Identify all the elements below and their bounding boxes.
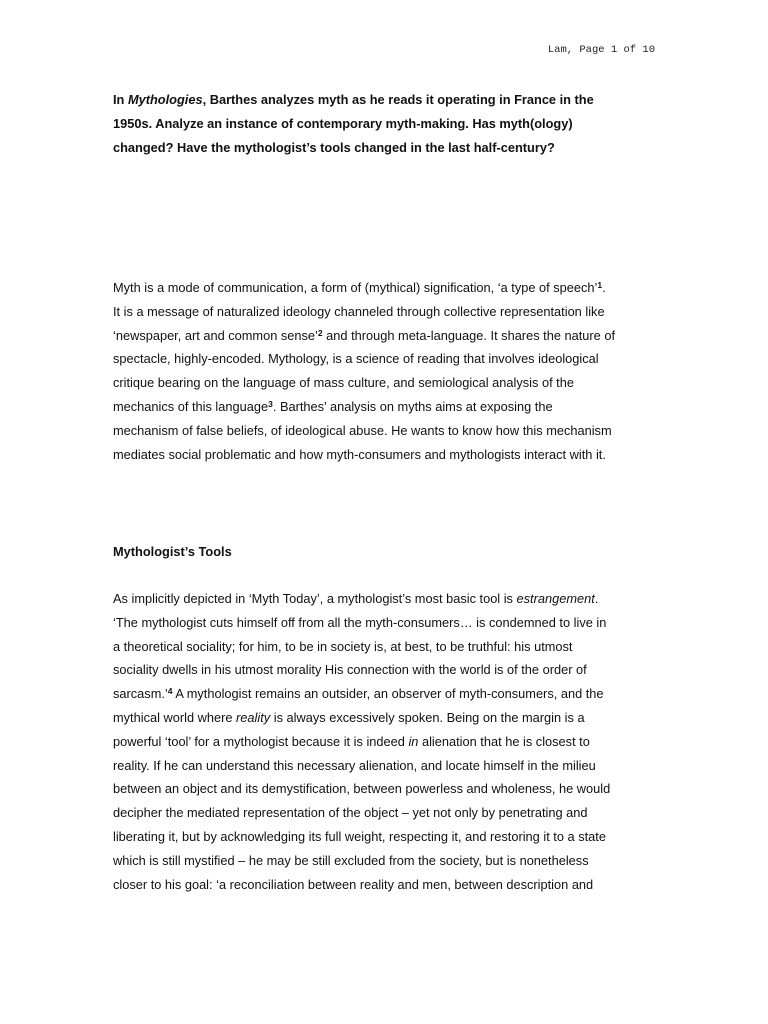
text-run: ‘newspaper, art and common sense’ <box>113 327 318 343</box>
text-run: and through meta-language. It shares the nature of <box>322 327 616 343</box>
paragraph-line: closer to his goal: ‘a reconciliation between reality and men, between description and <box>113 876 594 892</box>
text-run: A mythologist remains an outsider, an observer of myth-consumers, and the <box>172 686 604 702</box>
paragraph-line: a theoretical sociality; for him, to be in society is, at best, to be truthful: his utmost <box>113 638 573 654</box>
title-text: , Barthes analyzes myth as he reads it operating in France in the <box>202 92 594 107</box>
footnote-marker[interactable]: 2 <box>317 327 323 338</box>
text-run: is always excessively spoken. Being on the margin is a <box>270 709 585 725</box>
title-line-2: 1950s. Analyze an instance of contemporary myth-making. Has myth(ology) <box>113 115 573 131</box>
paragraph-line <box>113 276 658 300</box>
paragraph-line: between an object and its demystification, between powerless and wholeness, he would <box>113 781 611 797</box>
book-title: Mythologies <box>127 92 203 107</box>
paragraph-line: ‘The mythologist cuts himself off from all the myth-consumers… is condemned to live in <box>113 614 607 630</box>
paragraph-line <box>113 730 658 754</box>
tools-paragraph <box>113 587 658 896</box>
text-run: Myth is a mode of communication, a form of (mythical) signification, ‘a type of speech’ <box>113 280 598 295</box>
title-text: In <box>113 92 128 107</box>
emphasis: estrangement <box>516 591 595 606</box>
paragraph-line <box>113 587 658 611</box>
paragraph-line <box>113 324 658 348</box>
paragraph-line: reality. If he can understand this necessary alienation, and locate himself in the milieu <box>113 757 596 773</box>
paragraph-line: mechanism of false beliefs, of ideological abuse. He wants to know how this mechanism <box>113 422 612 438</box>
emphasis: reality <box>236 709 271 725</box>
paragraph-line: critique bearing on the language of mass culture, and semiological analysis of the <box>113 375 574 391</box>
text-run: mechanics of this language <box>113 398 269 414</box>
footnote-marker[interactable]: 3 <box>268 398 273 409</box>
paragraph-line: spectacle, highly-encoded. Mythology, is a science of reading that involves ideological <box>113 351 599 367</box>
paragraph-line <box>113 395 658 419</box>
text-run: powerful ‘tool’ for a mythologist because it is indeed <box>113 733 409 749</box>
essay-prompt-title <box>113 88 658 159</box>
footnote-marker[interactable]: 4 <box>167 686 173 697</box>
text-run: As implicitly depicted in ‘Myth Today’, a mythologist’s most basic tool is <box>113 591 517 606</box>
paragraph-line <box>113 682 658 706</box>
text-run: mythical world where <box>113 709 237 725</box>
section-heading: Mythologist’s Tools <box>113 544 232 559</box>
text-run: . <box>602 280 606 295</box>
intro-paragraph <box>113 276 658 466</box>
paragraph-line: mediates social problematic and how myth-consumers and mythologists interact with it. <box>113 446 606 462</box>
running-header: Lam, Page 1 of 10 <box>547 44 655 56</box>
footnote-marker[interactable]: 1 <box>597 280 603 290</box>
text-run: . <box>594 591 599 606</box>
paragraph-line: which is still mystified – he may be still excluded from the society, but is nonetheless <box>113 852 589 868</box>
text-run: . Barthes’ analysis on myths aims at exposing the <box>272 398 553 414</box>
emphasis: in <box>408 733 419 749</box>
title-line-3: changed? Have the mythologist’s tools changed in the last half-century? <box>113 139 555 155</box>
paragraph-line: sociality dwells in his utmost morality His connection with the world is of the order of <box>113 662 587 678</box>
paragraph-line: It is a message of naturalized ideology channeled through collective representation like <box>113 303 605 319</box>
text-run: sarcasm.’ <box>113 686 168 702</box>
paragraph-line: liberating it, but by acknowledging its full weight, respecting it, and restoring it to a state <box>113 828 606 844</box>
paragraph-line: decipher the mediated representation of the object – yet not only by penetrating and <box>113 805 588 821</box>
paragraph-line <box>113 706 658 730</box>
title-line-1 <box>113 88 658 112</box>
text-run: alienation that he is closest to <box>418 733 590 749</box>
